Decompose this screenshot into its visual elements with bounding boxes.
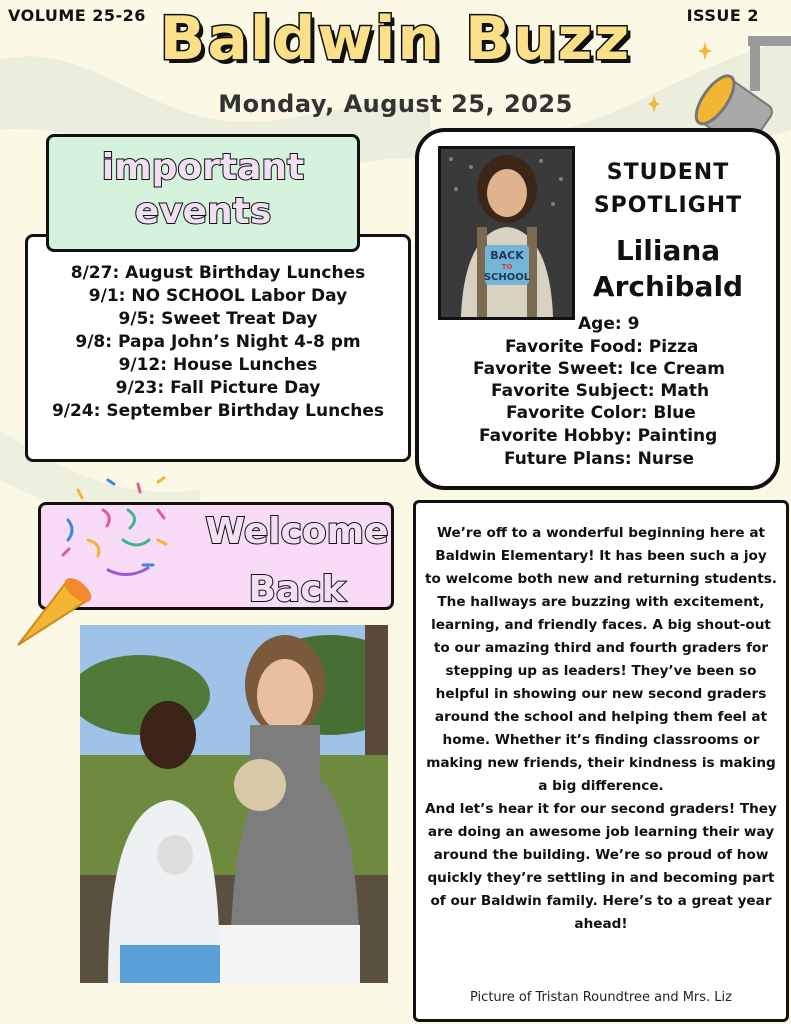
event-item: 9/1: NO SCHOOL Labor Day (88, 286, 348, 306)
events-list (25, 262, 411, 423)
student-fact: Favorite Color: Blue (506, 403, 696, 423)
spotlight-heading: SPOTLIGHT (593, 193, 743, 218)
photo-caption: Picture of Tristan Roundtree and Mrs. Liz (470, 990, 732, 1005)
issue-label: ISSUE 2 (686, 6, 759, 25)
welcome-title: Back (248, 569, 346, 610)
student-fact: Favorite Subject: Math (491, 381, 710, 401)
svg-text:SCHOOL: SCHOOL (483, 272, 531, 283)
student-name: Liliana (615, 234, 721, 267)
article-paragraph: We’re off to a wonderful beginning here at Baldwin Elementary! It has been such a joy to welcome both new and returning students. The hallways are buzzing with excitement, learning, and friendly faces. A big shout-out to our amazing third and fourth graders for stepping up as leaders! They’ve been so helpful in showing our new second graders around the school and helping them feel at home. Whether it’s finding classrooms or making new friends, their kindness is making a big difference. (425, 525, 777, 794)
event-item: 9/12: House Lunches (118, 355, 318, 375)
student-name: Archibald (592, 270, 744, 303)
student-fact: Future Plans: Nurse (504, 449, 694, 469)
student-photo (438, 146, 575, 320)
events-title: events (134, 191, 272, 232)
event-item: 9/5: Sweet Treat Day (118, 309, 318, 329)
event-item: 9/23: Fall Picture Day (115, 378, 321, 398)
event-item: 9/8: Papa John’s Night 4-8 pm (75, 332, 361, 352)
event-item: 8/27: August Birthday Lunches (70, 263, 366, 283)
group-photo-illustration (80, 625, 388, 983)
events-title: important (101, 147, 305, 188)
spotlight-heading: STUDENT (606, 160, 730, 185)
student-fact: Favorite Food: Pizza (505, 337, 699, 357)
article-body (425, 522, 777, 936)
student-photo-illustration (441, 149, 572, 317)
svg-text:TO: TO (501, 263, 513, 271)
event-item: 9/24: September Birthday Lunches (51, 401, 385, 421)
student-fact: Favorite Hobby: Painting (479, 426, 718, 446)
welcome-title: Welcome (205, 511, 389, 552)
issue-date: Monday, August 25, 2025 (218, 90, 573, 118)
student-fact: Favorite Sweet: Ice Cream (473, 359, 725, 379)
newsletter-title: Baldwin Buzz (159, 4, 632, 74)
article-paragraph: And let’s hear it for our second graders! They are doing an awesome job learning their way around the building. We’re so proud of how quickly they’re settling in and becoming part of our Baldwin family. Here’s to a great year ahead! (425, 801, 777, 932)
group-photo (80, 625, 388, 983)
volume-label: VOLUME 25-26 (8, 6, 146, 25)
student-fact: Age: 9 (578, 314, 640, 334)
svg-text:BACK: BACK (490, 249, 524, 262)
